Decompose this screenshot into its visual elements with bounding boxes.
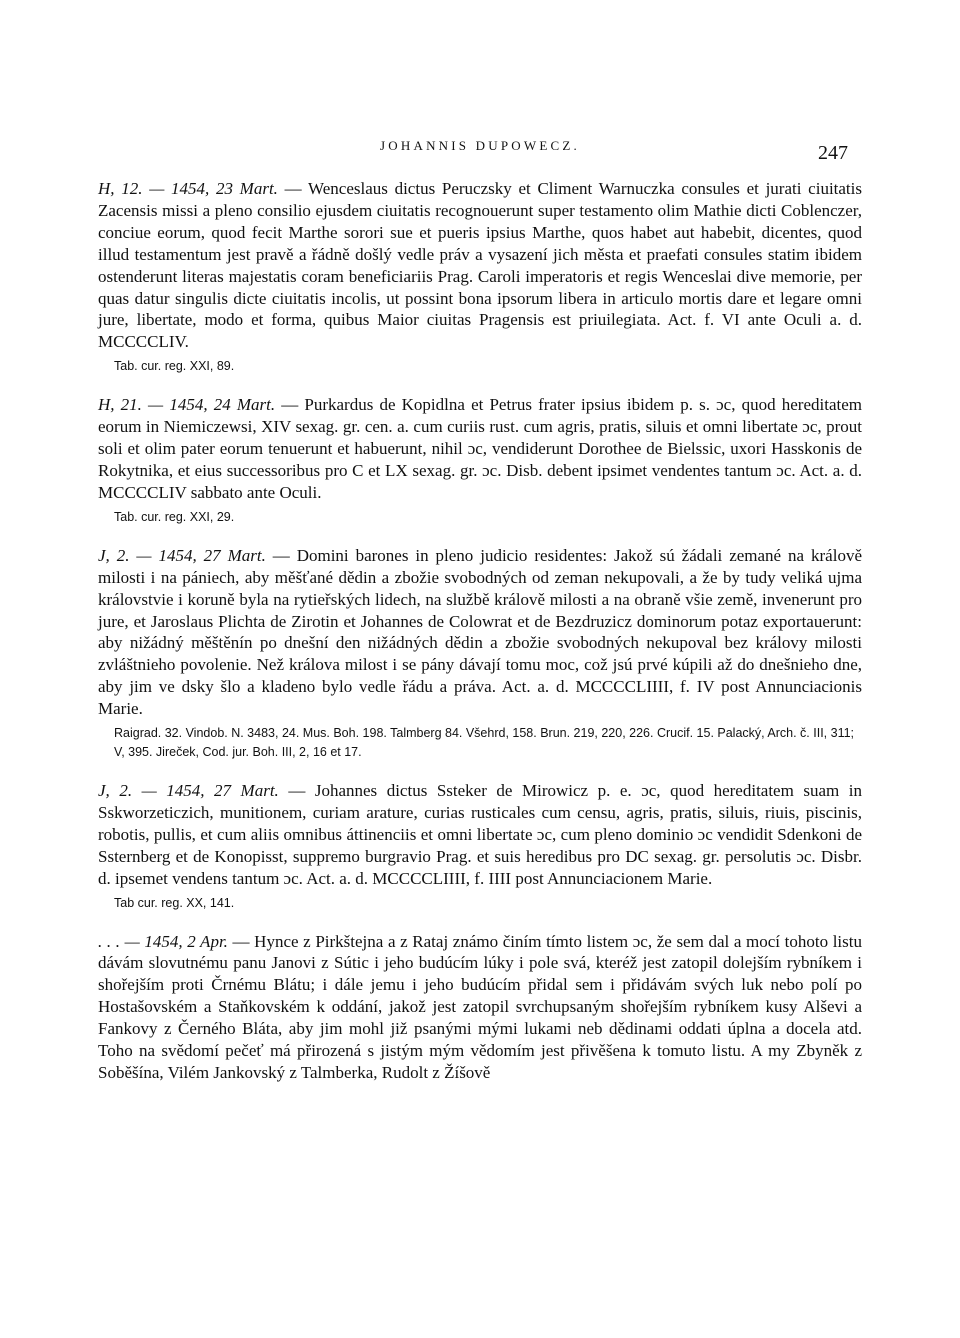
entry-body: — Johannes dictus Ssteker de Mirowicz p. e. ɔc, quod hereditatem suam in Sskworzeticzich, munitionem, curiam arature, curias rusticales cum censu, agris, pratis, siluis, riuis, piscinis, robotis, pullis, et cum aliis omnibus áttinenciis et omni libertate ɔc, cum pleno dominio ɔc vendidit Sdenkoni de Ssternberg et de Konopisst, suppremo burgravio Prag. et suis heredibus pro DC sexag. gr. persolutis ɔc. Disbr. d. ipsemet vendens tantum ɔc. Act. a. d. MCCCCLIIII, f. IIII post Annunciacionem Marie.	[98, 781, 862, 888]
entry-4	[98, 780, 862, 913]
entry-body: — Domini barones in pleno judicio residentes: Jakož sú žádali zemané na králově milosti i na pániech, aby měšťané dědin a zbožie svobodných od zeman nekupovali, a že by tudy veliká ujma královstvie i koruně byla na rytieřských lidech, na službě králově milosti a na obraně všie země, invenerunt pro jure, et Jaroslaus Plichta de Zirotin et Johannes de Colowrat et de Bezdruzicz dominorum potaz exportauerunt: aby nižádný měštěnín po dnešní den nižádných dědin a zbožie svobodných nekupoval bez královy milosti zvláštnieho povolenie. Než králova milost i se pány dávají tomu moc, což jsú prvé kúpili až do dnešnieho dne, aby jim ve dsky šlo a kladeno bylo vedle řádu a práva. Act. a. d. MCCCCLIIII, f. IV post Annunciacionis Marie.	[98, 545, 862, 719]
entry-2	[98, 394, 862, 527]
running-title: JOHANNIS DUPOWECZ.	[380, 138, 580, 153]
page-number: 247	[818, 142, 848, 164]
entry-body: — Purkardus de Kopidlna et Petrus frater ipsius ibidem p. s. ɔc, quod hereditatem eorum in Niemiczewsi, XIV sexag. gr. cen. a. cum curiis rust. cum agris, pratis, siluis et omni libertate ɔc, prout soli et olim pater eorum tenuerunt et habuerunt, nihil ɔc, vendiderunt Dorothee de Bielssic, uxori Hasskonis de Rokytnika, et eius successoribus pro C et LX sexag. gr. ɔc. Disb. debent ipsimet vendentes tantum ɔc. Act. a. d. MCCCCLIV sabbato ante Oculi.	[98, 395, 862, 502]
document-body	[98, 178, 862, 1084]
entry-text	[98, 178, 862, 353]
source-citation: Tab. cur. reg. XXI, 89.	[114, 359, 235, 374]
entry-5	[98, 931, 862, 1084]
entry-3	[98, 545, 862, 762]
entry-date: J, 2. — 1454, 27 Mart.	[98, 781, 279, 801]
entry-1	[98, 178, 862, 376]
entry-text	[98, 931, 862, 1084]
source-citation: Tab. cur. reg. XXI, 29.	[114, 509, 235, 524]
entry-body: — Wenceslaus dictus Peruczsky et Climent Warnuczka consules et jurati ciuitatis Zacensis missi a pleno consilio ejusdem ciuitatis recognouerunt super testamento olim Mathie dicti Coblenczer, conciue eorum, quod fecit Marthe sorori sue et pueris ipsius Marthe, quos habet aut habebit, dicentes, quod illud testamentum jest pravě a řádně došlý vedle práv a vysazení jich města et praefati consules statim ibidem ostenderunt literas majestatis coram beneficiariis Prag. Caroli imperatoris et regis Wenceslai dive memorie, per quas datur singulis dicte ciuitatis incolis, ut possint bona ipsorum libera in articulo mortis dare et legare omni jure, libertate, modo et forma, quibus Maior ciuitas Pragensis est priuilegiata. Act. f. VI ante Oculi a. d. MCCCCLIV.	[98, 179, 862, 352]
entry-text	[98, 394, 862, 504]
entry-text	[98, 780, 862, 890]
entry-date: J, 2. — 1454, 27 Mart.	[98, 545, 266, 565]
entry-text	[98, 545, 862, 720]
entry-date: H, 21. — 1454, 24 Mart.	[98, 395, 276, 415]
entry-date: . . . — 1454, 2 Apr.	[98, 931, 228, 951]
source-citation: Raigrad. 32. Vindob. N. 3483, 24. Mus. Boh. 198. Talmberg 84. Všehrd, 158. Brun. 219, 220, 226. Crucif. 15. Palacký, Arch. č. III, 311; V, 395. Jireček, Cod. jur. Boh. III, 2, 16 et 17.	[114, 726, 855, 760]
source-citation: Tab cur. reg. XX, 141.	[114, 895, 235, 910]
entry-body: — Hynce z Pirkštejna a z Rataj známo činím tímto listem ɔc, že sem dal a mocí tohoto listu dávám slovutnému panu Janovi z Sútic i jeho budúcím lúky i pole svá, kteréž jest zatopil dolejším rybníkem i shořejším proti Črnému Blátu; i dále jemu i jeho budúcím přidal sem i přidávám svých luk nebo polí po Hostašovském a Staňkovském k oddání, jakož jest zatopil svrchupsaným shořejším rybníkem kusy Alševi a Fankovy z Černého Bláta, aby jim mohl již psanými mými lukami neb dědinami oddati úplna a docela atd. Toho na svědomí pečeť má přirozená s jistým mým vědomím jest přivěšena k tomuto listu. A my Zbyněk z Soběšína, Vilém Jankovský z Talmberka, Rudolt z Žíšově	[98, 931, 862, 1082]
entry-date: H, 12. — 1454, 23 Mart.	[98, 179, 278, 198]
